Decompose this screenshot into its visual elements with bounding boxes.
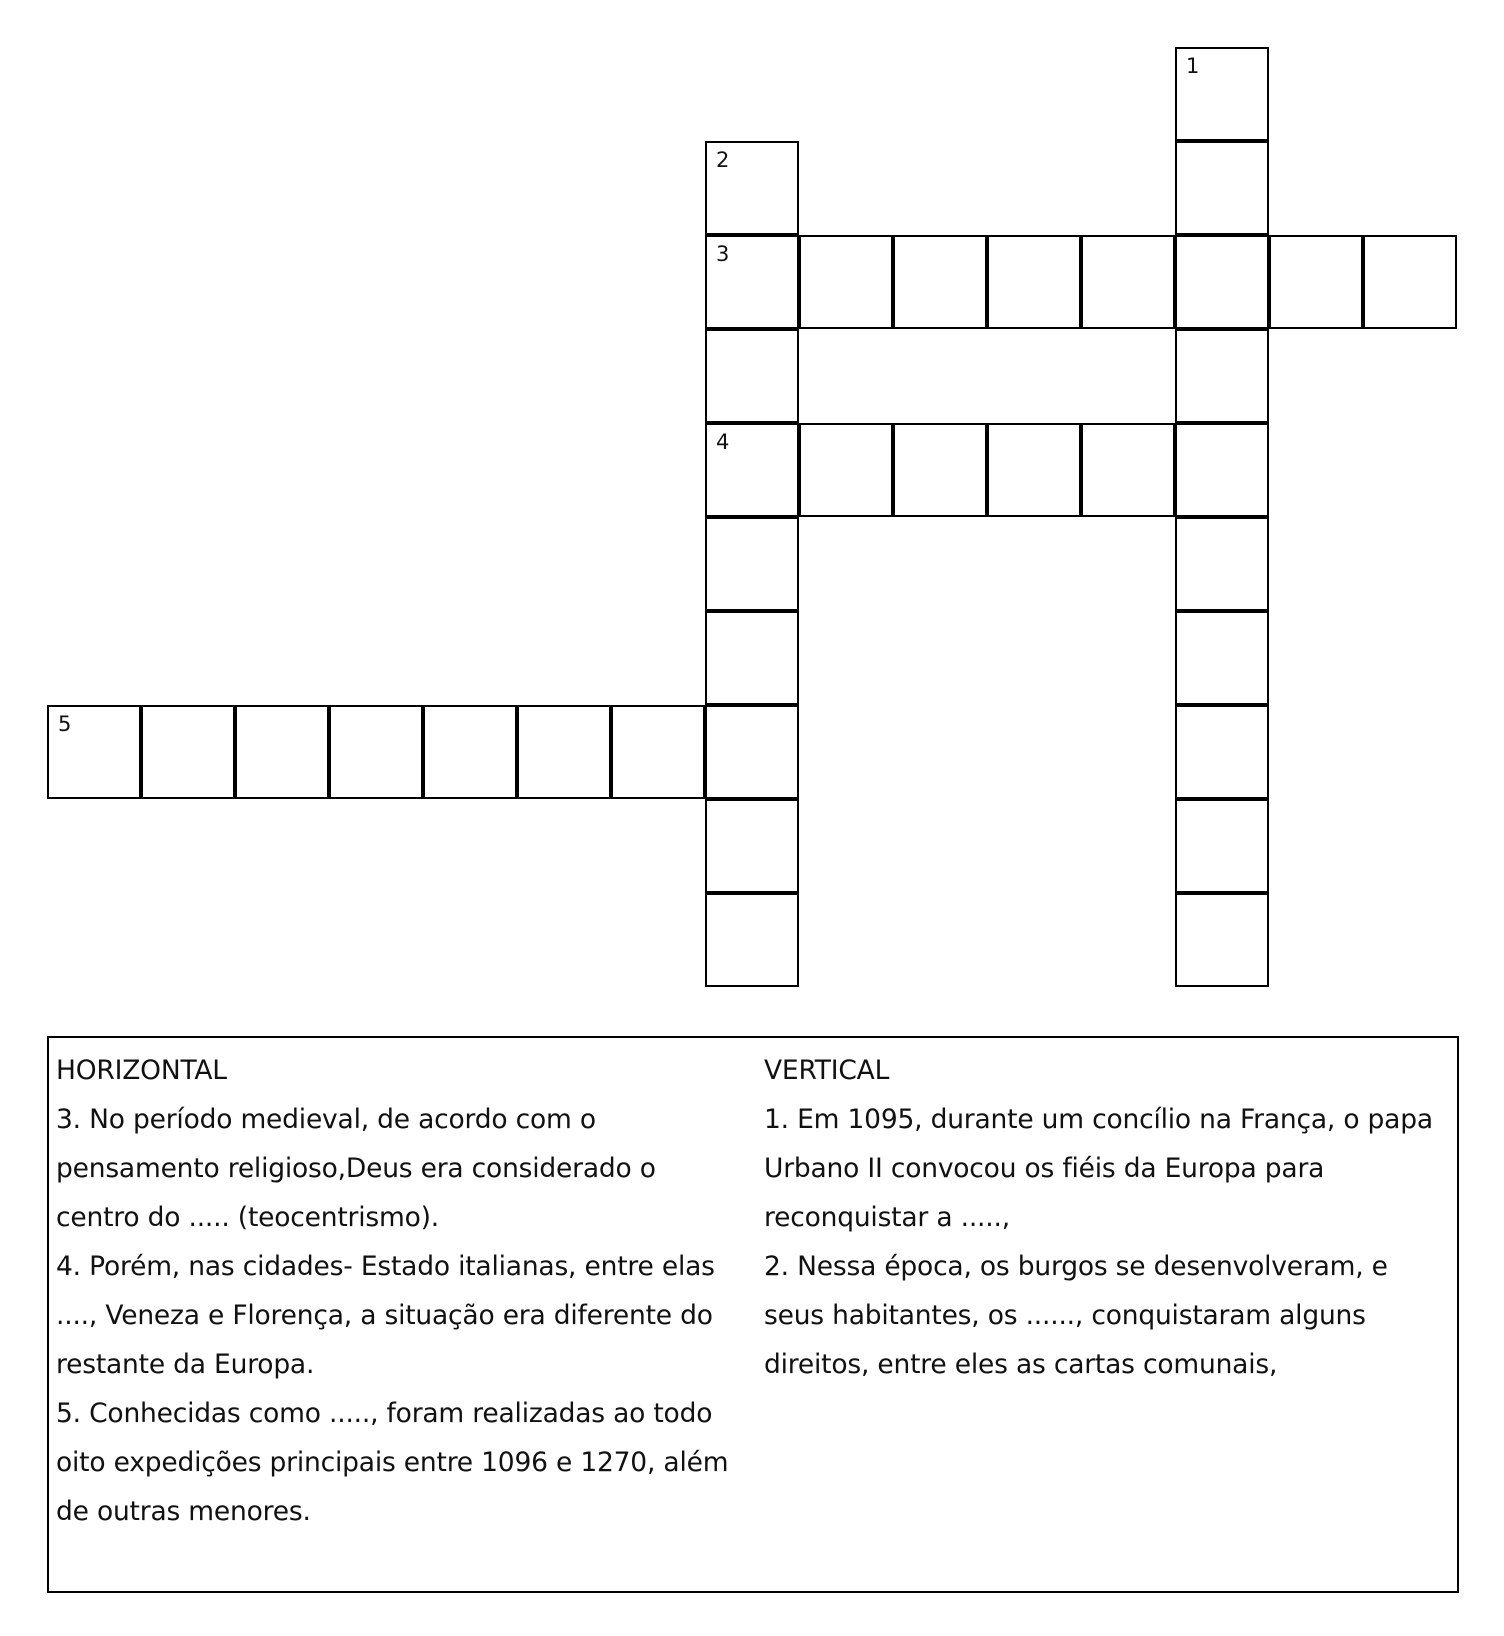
clue-number: 1 . (764, 1104, 797, 1135)
crossword-cell[interactable] (893, 235, 987, 329)
crossword-cell[interactable] (705, 611, 799, 705)
crossword-cell[interactable] (1363, 235, 1457, 329)
crossword-cell[interactable] (329, 705, 423, 799)
crossword-cell[interactable] (1081, 423, 1175, 517)
clue-number: 2 . (764, 1251, 797, 1282)
clue-text: Nessa época, os burgos se desenvolveram, e seus habitantes, os ......, conquistaram alguns direitos, entre eles as cartas comunais, (764, 1251, 1388, 1380)
crossword-cell[interactable] (1081, 235, 1175, 329)
horizontal-heading: HORIZONTAL (56, 1055, 227, 1086)
crossword-cell[interactable] (987, 235, 1081, 329)
clue-horizontal-4[interactable] (56, 1242, 746, 1389)
clues-box (47, 1036, 1459, 1593)
crossword-cell[interactable] (1269, 235, 1363, 329)
crossword-cell[interactable] (1175, 329, 1269, 423)
crossword-cell[interactable] (893, 423, 987, 517)
clue-horizontal-5[interactable] (56, 1389, 746, 1536)
crossword-cell[interactable] (1175, 423, 1269, 517)
clue-text: Conhecidas como ....., foram realizadas ao todo oito expedições principais entre 1096 e 1270, além de outras menores. (56, 1398, 729, 1527)
clue-text: No período medieval, de acordo com o pensamento religioso,Deus era considerado o centro do ..... (teocentrismo). (56, 1104, 656, 1233)
crossword-cell[interactable] (235, 705, 329, 799)
crossword-cell[interactable] (47, 705, 141, 799)
crossword-cell[interactable] (611, 705, 705, 799)
crossword-cell[interactable] (141, 705, 235, 799)
vertical-clues (764, 1046, 1454, 1389)
crossword-cell[interactable] (705, 799, 799, 893)
crossword-cell[interactable] (1175, 235, 1269, 329)
crossword-cell[interactable] (705, 893, 799, 987)
horizontal-clues (56, 1046, 746, 1536)
clue-number-label: 5 (58, 712, 72, 736)
crossword-cell[interactable] (1175, 705, 1269, 799)
clue-text: Em 1095, durante um concílio na França, o papa Urbano II convocou os fiéis da Europa para reconquistar a ....., (764, 1104, 1433, 1233)
clue-vertical-2[interactable] (764, 1242, 1454, 1389)
crossword-cell[interactable] (705, 141, 799, 235)
clue-text: Porém, nas cidades- Estado italianas, entre elas ...., Veneza e Florença, a situação era diferente do restante da Europa. (56, 1251, 715, 1380)
clue-number-label: 2 (716, 148, 730, 172)
clue-number: 3 . (56, 1104, 89, 1135)
crossword-cell[interactable] (1175, 893, 1269, 987)
clue-vertical-1[interactable] (764, 1095, 1454, 1242)
clue-number: 4 . (56, 1251, 89, 1282)
crossword-cell[interactable] (799, 423, 893, 517)
crossword-cell[interactable] (799, 235, 893, 329)
crossword-cell[interactable] (1175, 517, 1269, 611)
clue-number-label: 1 (1186, 54, 1200, 78)
clue-horizontal-3[interactable] (56, 1095, 746, 1242)
crossword-cell[interactable] (705, 235, 799, 329)
clue-number: 5 . (56, 1398, 89, 1429)
clue-number-label: 3 (716, 242, 730, 266)
crossword-cell[interactable] (517, 705, 611, 799)
crossword-cell[interactable] (705, 517, 799, 611)
vertical-heading: VERTICAL (764, 1055, 890, 1086)
crossword-cell[interactable] (1175, 141, 1269, 235)
crossword-cell[interactable] (423, 705, 517, 799)
crossword-cell[interactable] (1175, 799, 1269, 893)
crossword-cell[interactable] (987, 423, 1081, 517)
crossword-cell[interactable] (705, 329, 799, 423)
crossword-cell[interactable] (1175, 611, 1269, 705)
crossword-cell[interactable] (705, 705, 799, 799)
crossword-cell[interactable] (1175, 47, 1269, 141)
clue-number-label: 4 (716, 430, 730, 454)
crossword-cell[interactable] (705, 423, 799, 517)
